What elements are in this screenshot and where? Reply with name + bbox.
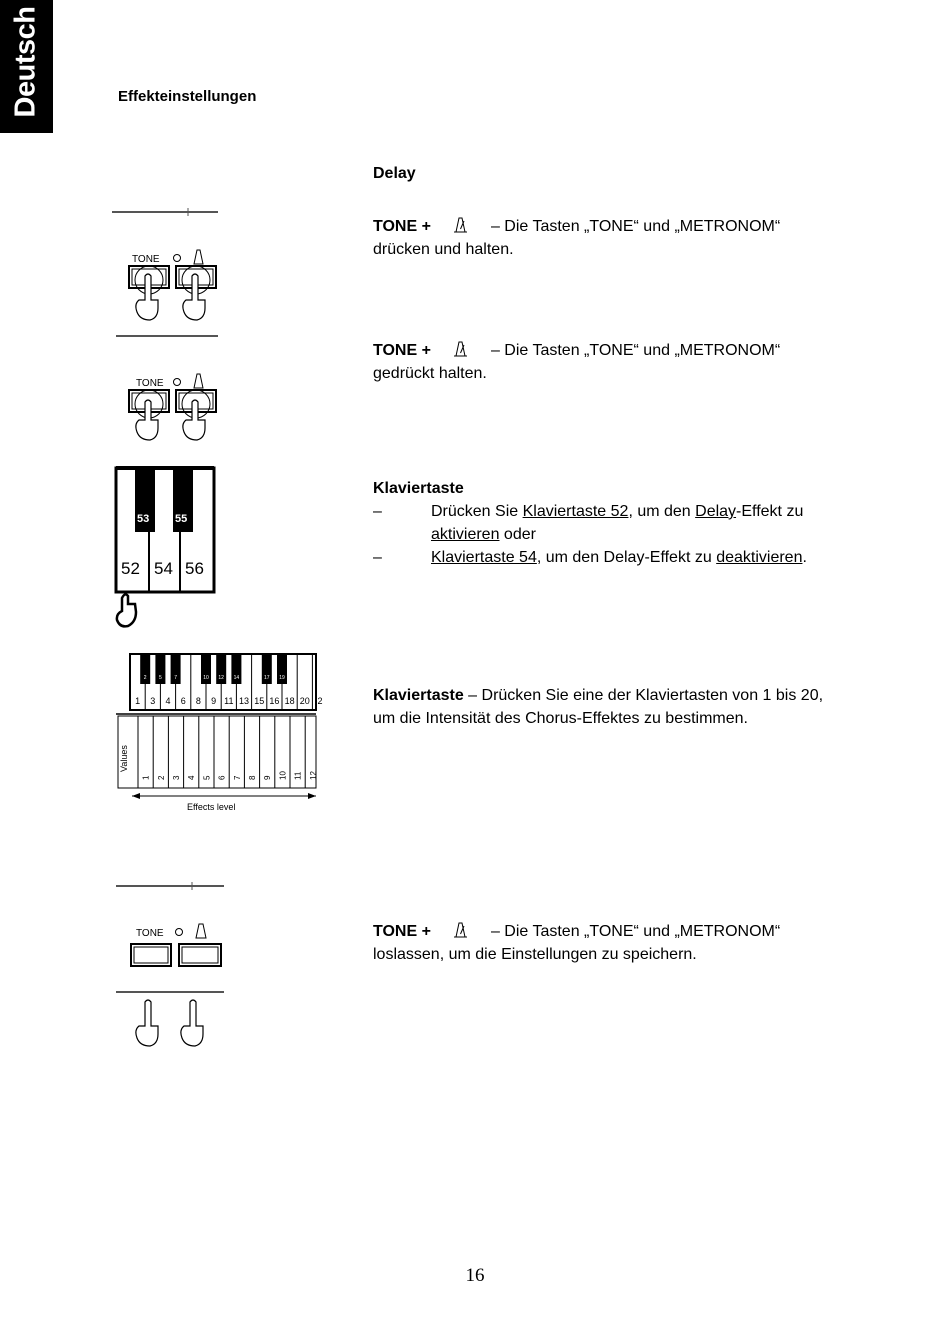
- value-number: 5: [202, 775, 212, 780]
- step4-title: Klaviertaste: [373, 687, 464, 704]
- value-number: 3: [172, 775, 181, 780]
- step2-text: TONE + – Die Tasten „TONE“ und „METRONOM“ gedrückt halten.: [373, 342, 781, 382]
- black-key-number: 14: [233, 675, 240, 681]
- white-key-number: 3: [150, 696, 156, 706]
- metronome-icon: [194, 250, 203, 264]
- key-54-label: 54: [154, 559, 173, 578]
- white-key-number: 13: [238, 696, 250, 706]
- step3-title: Klaviertaste: [373, 480, 464, 497]
- tone-button-label: TONE: [132, 254, 160, 265]
- value-number: 6: [217, 775, 227, 780]
- white-key-number: 15: [254, 696, 265, 706]
- black-key-number: 2: [143, 675, 147, 681]
- value-number: 11: [293, 771, 303, 780]
- white-key-number: 6: [180, 696, 186, 706]
- tone-label: TONE +: [373, 218, 431, 235]
- black-key-number: 10: [203, 675, 209, 681]
- white-key-number: 9: [211, 696, 217, 706]
- black-key-number: 7: [174, 675, 177, 681]
- value-number: 10: [278, 771, 288, 780]
- language-label: Deutsch: [9, 6, 42, 118]
- section-title: Delay: [373, 165, 416, 182]
- tone-metronome-press-figure: [112, 208, 222, 323]
- key-52-54-figure: [112, 466, 218, 632]
- finger-icon: [136, 400, 205, 440]
- step3-text: Klaviertaste – Drücken Sie Klaviertaste 52, um den Delay-Effekt zu aktivieren oder – Klaviertaste 54, um den Delay-Effekt zu deaktivieren.: [373, 480, 807, 566]
- white-key-number: 8: [195, 696, 201, 706]
- value-number: 7: [232, 775, 242, 780]
- white-key-number: 2: [317, 696, 323, 706]
- white-key-number: 1: [135, 696, 141, 706]
- step4-text: Klaviertaste – Drücken Sie eine der Klaviertasten von 1 bis 20, um die Intensität des Chorus-Effektes zu bestimmen.: [373, 687, 824, 727]
- key-55-label: 55: [175, 513, 188, 525]
- tone-metronome-hold-figure: [112, 332, 222, 444]
- tone-label: TONE +: [373, 923, 431, 940]
- tone-button-label: TONE: [136, 378, 164, 389]
- key-53-label: 53: [137, 513, 150, 525]
- white-key-number: 4: [165, 696, 171, 706]
- metronome-icon: [451, 340, 469, 358]
- key-52-label: 52: [121, 559, 140, 578]
- value-columns: [138, 716, 318, 788]
- value-number: 9: [263, 775, 273, 780]
- white-key-number: 11: [224, 696, 234, 706]
- finger-icon: [136, 274, 205, 320]
- value-number: 4: [187, 775, 197, 780]
- finger-icon: [117, 594, 136, 626]
- white-key-number: 18: [284, 696, 295, 706]
- value-number: 1: [141, 775, 151, 780]
- metronome-icon: [196, 924, 206, 938]
- language-tab: [0, 0, 53, 133]
- black-key-number: 12: [218, 675, 224, 681]
- value-number: 12: [308, 771, 318, 780]
- black-key-number: 17: [264, 675, 270, 681]
- effects-level-keyboard-figure: [112, 648, 322, 818]
- value-number: 2: [156, 775, 166, 780]
- metronome-icon: [194, 374, 203, 388]
- finger-icon: [136, 1000, 203, 1046]
- key-56-label: 56: [185, 559, 204, 578]
- white-key-number: 16: [269, 696, 280, 706]
- values-label: Values: [119, 745, 129, 772]
- page-number: 16: [465, 1265, 485, 1286]
- metronome-icon: [451, 921, 469, 939]
- tone-label: TONE +: [373, 342, 431, 359]
- effects-level-label: Effects level: [187, 802, 236, 812]
- step1-text: TONE + – Die Tasten „TONE“ und „METRONOM“ drücken und halten.: [373, 218, 781, 258]
- value-number: 8: [248, 775, 257, 780]
- tone-button-label: TONE: [136, 928, 164, 939]
- white-key-number: 20: [299, 696, 310, 706]
- black-key-number: 5: [159, 675, 162, 681]
- metronome-icon: [451, 216, 469, 234]
- page-title: Effekteinstellungen: [118, 88, 257, 105]
- step5-text: TONE + – Die Tasten „TONE“ und „METRONOM“ loslassen, um die Einstellungen zu speichern.: [373, 923, 781, 963]
- black-key-number: 19: [279, 675, 285, 681]
- tone-metronome-release-figure: [114, 880, 226, 1052]
